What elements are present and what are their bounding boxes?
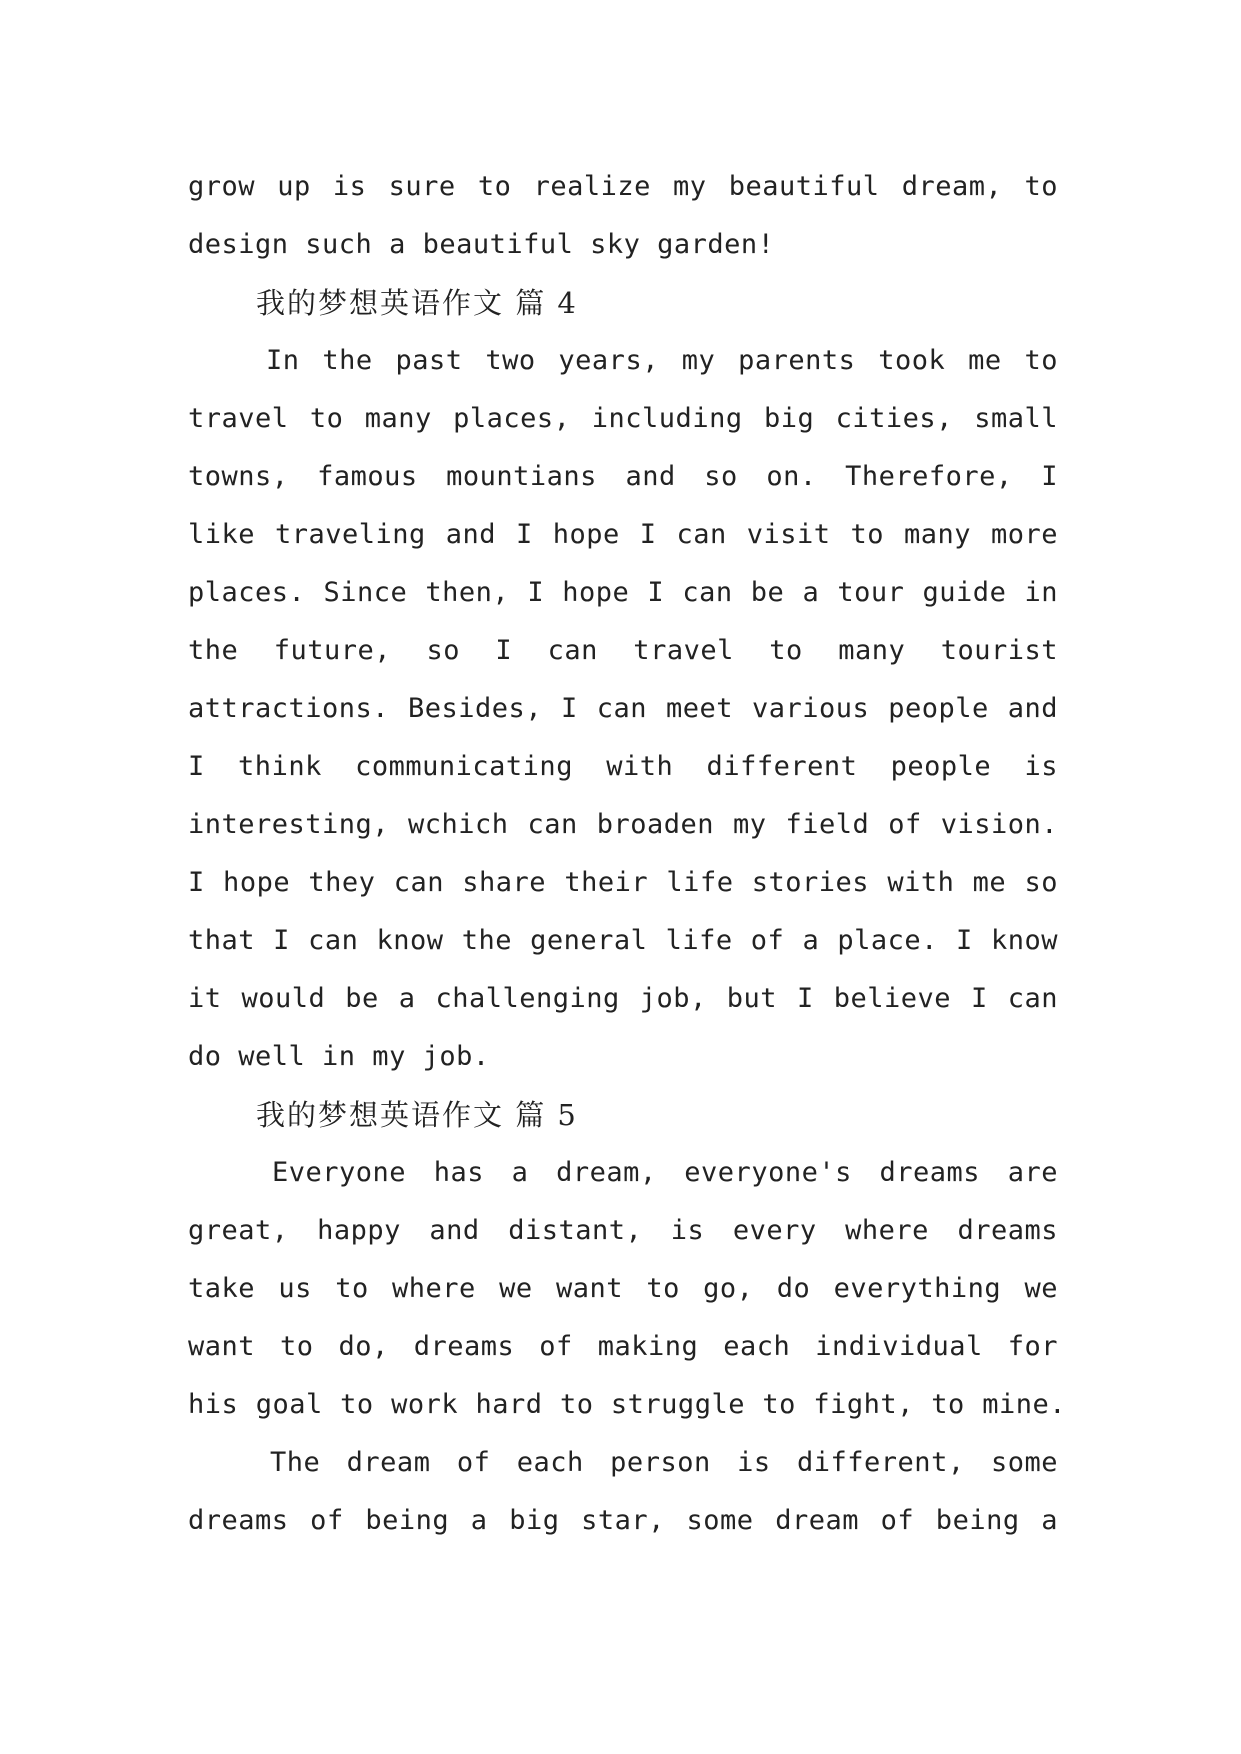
text-line: design such a beautiful sky garden! xyxy=(188,229,775,260)
text-line: dreams of being a big star, some dream of being a xyxy=(188,1505,1058,1536)
section-heading: 我的梦想英语作文 篇 4 xyxy=(256,286,578,320)
text-line: I think communicating with different people is xyxy=(188,751,1058,782)
text-line: like traveling and I hope I can visit to many more xyxy=(188,519,1058,550)
text-line: I hope they can share their life stories with me so xyxy=(188,867,1058,898)
paragraph-first-line: The dream of each person is different, some xyxy=(270,1447,1058,1478)
text-line: travel to many places, including big cities, small xyxy=(188,403,1058,434)
text-line: it would be a challenging job, but I believe I can xyxy=(188,983,1058,1014)
text-line: towns, famous mountians and so on. Therefore, I xyxy=(188,461,1058,492)
text-line: his goal to work hard to struggle to fight, to mine. xyxy=(188,1389,1066,1420)
text-line: take us to where we want to go, do everything we xyxy=(188,1273,1058,1304)
text-line: places. Since then, I hope I can be a tour guide in xyxy=(188,577,1058,608)
paragraph-first-line: In the past two years, my parents took me to xyxy=(266,345,1058,376)
section-heading: 我的梦想英语作文 篇 5 xyxy=(256,1098,578,1132)
text-line: great, happy and distant, is every where dreams xyxy=(188,1215,1058,1246)
text-line: grow up is sure to realize my beautiful dream, to xyxy=(188,171,1058,202)
text-line: the future, so I can travel to many tourist xyxy=(188,635,1058,666)
text-line: want to do, dreams of making each individual for xyxy=(188,1331,1058,1362)
text-line: attractions. Besides, I can meet various people and xyxy=(188,693,1058,724)
text-line: do well in my job. xyxy=(188,1041,490,1072)
text-line: interesting, wchich can broaden my field of vision. xyxy=(188,809,1058,840)
text-line: that I can know the general life of a place. I know xyxy=(188,925,1058,956)
paragraph-first-line: Everyone has a dream, everyone's dreams are xyxy=(272,1157,1058,1188)
